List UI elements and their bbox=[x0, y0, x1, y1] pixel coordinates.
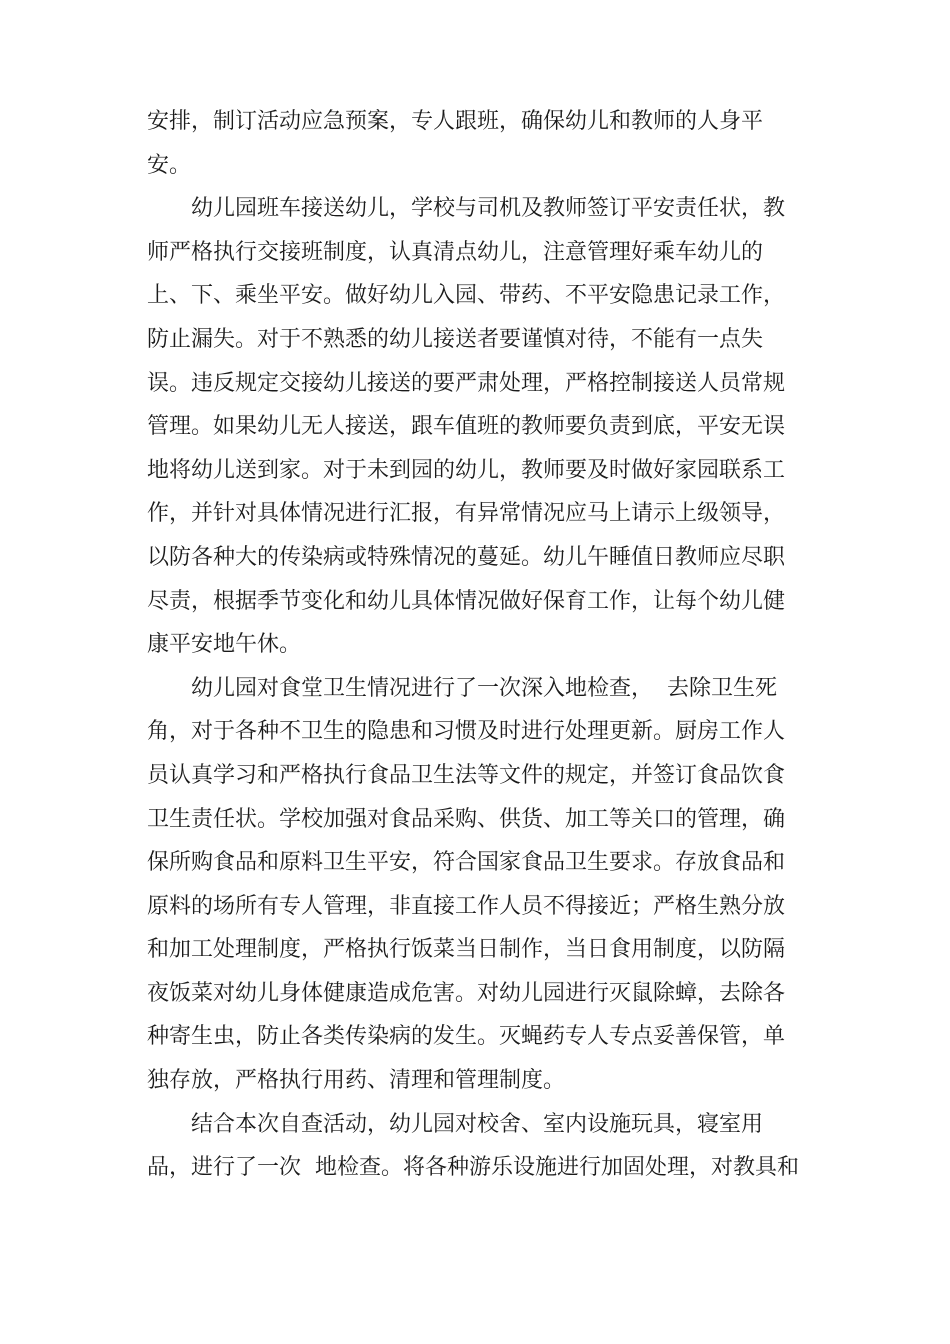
paragraph-start-line: 幼儿园对食堂卫生情况进行了一次深入地检查， 去除卫生死 bbox=[191, 675, 777, 701]
text-line: 管理。如果幼儿无人接送，跟车值班的教师要负责到底，平安无误 bbox=[147, 414, 786, 440]
text-line: 夜饭菜对幼儿身体健康造成危害。对幼儿园进行灭鼠除蟑，去除各 bbox=[147, 980, 786, 1006]
document-body bbox=[147, 100, 827, 1190]
text-line: 和加工处理制度，严格执行饭菜当日制作，当日食用制度，以防隔 bbox=[147, 937, 786, 963]
paragraph-start-line: 幼儿园班车接送幼儿，学校与司机及教师签订平安责任状，教 bbox=[191, 196, 786, 222]
text-line: 尽责，根据季节变化和幼儿具体情况做好保育工作，让每个幼儿健 bbox=[147, 588, 786, 614]
text-line: 品，进行了一次 地检查。将各种游乐设施进行加固处理，对教具和 bbox=[147, 1155, 799, 1181]
text-line: 地将幼儿送到家。对于未到园的幼儿，教师要及时做好家园联系工 bbox=[147, 457, 786, 483]
text-line: 上、下、乘坐平安。做好幼儿入园、带药、不平安隐患记录工作， bbox=[147, 283, 786, 309]
text-line: 以防各种大的传染病或特殊情况的蔓延。幼儿午睡值日教师应尽职 bbox=[147, 544, 786, 570]
text-line: 安排，制订活动应急预案，专人跟班，确保幼儿和教师的人身平 bbox=[147, 109, 764, 134]
paragraph-start-line: 结合本次自查活动，幼儿园对校舍、室内设施玩具，寝室用 bbox=[191, 1111, 764, 1137]
text-line: 师严格执行交接班制度，认真清点幼儿，注意管理好乘车幼儿的 bbox=[147, 239, 764, 265]
text-line: 误。违反规定交接幼儿接送的要严肃处理，严格控制接送人员常规 bbox=[147, 370, 786, 396]
text-line: 种寄生虫，防止各类传染病的发生。灭蝇药专人专点妥善保管，单 bbox=[147, 1024, 786, 1050]
text-line: 角，对于各种不卫生的隐患和习惯及时进行处理更新。厨房工作人 bbox=[147, 719, 786, 745]
text-line: 保所购食品和原料卫生平安，符合国家食品卫生要求。存放食品和 bbox=[147, 850, 786, 876]
text-line: 卫生责任状。学校加强对食品采购、供货、加工等关口的管理，确 bbox=[147, 806, 786, 832]
text-line: 员认真学习和严格执行食品卫生法等文件的规定，并签订食品饮食 bbox=[147, 762, 786, 788]
text-line: 安。 bbox=[147, 152, 192, 178]
text-line: 作，并针对具体情况进行汇报，有异常情况应马上请示上级领导， bbox=[147, 501, 786, 527]
text-line: 康平安地午休。 bbox=[147, 632, 302, 658]
text-line: 防止漏失。对于不熟悉的幼儿接送者要谨慎对待，不能有一点失 bbox=[147, 326, 764, 352]
text-line: 独存放，严格执行用药、清理和管理制度。 bbox=[147, 1068, 566, 1094]
text-line: 原料的场所有专人管理，非直接工作人员不得接近；严格生熟分放 bbox=[147, 893, 786, 919]
